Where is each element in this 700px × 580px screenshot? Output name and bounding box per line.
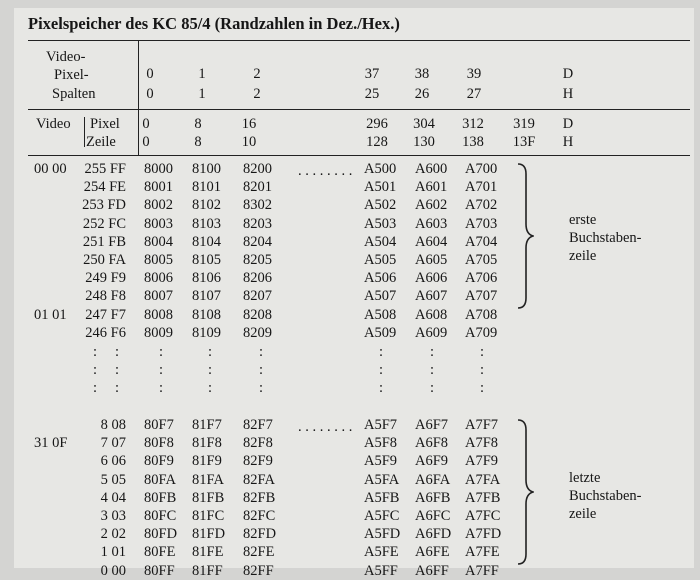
ellipsis-marker: : (114, 362, 120, 378)
cell-column-1: 8101 (192, 179, 221, 196)
cell-column-1: 8104 (192, 233, 221, 250)
cell-column-0: 8007 (144, 288, 173, 305)
cell-column-37: A5FA (364, 471, 400, 488)
header-pixel-hex: 8 (194, 134, 202, 150)
row-pixel-value: 249 F9 (85, 270, 126, 287)
cell-column-0: 80FF (144, 562, 175, 579)
cell-column-37: A504 (364, 233, 397, 250)
row-video-value: 00 00 (34, 161, 67, 177)
cell-column-0: 8008 (144, 306, 173, 323)
cell-column-2: 8205 (243, 252, 272, 268)
cell-column-0: 80FA (144, 471, 176, 488)
header-pixel-dec: 16 (241, 116, 257, 132)
ellipsis-marker: : (378, 380, 384, 396)
cell-column-38: A605 (415, 252, 448, 268)
cell-column-37: A5F7 (364, 417, 398, 433)
ellipsis-marker: : (92, 344, 98, 360)
ellipsis-marker: : (114, 344, 120, 360)
cell-column-37: A5F9 (364, 453, 398, 470)
cell-column-2: 82FE (243, 544, 275, 561)
cell-column-1: 8102 (192, 197, 221, 214)
row-pixel-value: 254 FE (83, 179, 126, 196)
header-pixel-hex: 128 (366, 134, 388, 150)
header-spalte-hex: 25 (364, 86, 380, 102)
cell-column-39: A701 (465, 179, 498, 196)
cell-column-2: 8302 (243, 197, 272, 214)
cell-column-37: A5FC (364, 508, 400, 524)
ellipsis-marker: : (92, 380, 98, 396)
cell-column-38: A6FB (415, 489, 451, 506)
header-spalte-dec: 37 (364, 66, 380, 82)
cell-column-38: A604 (415, 233, 448, 250)
cell-column-1: 81F8 (192, 435, 222, 452)
cell-column-37: A505 (364, 252, 397, 268)
cell-column-0: 8000 (144, 161, 173, 177)
header-spalte-hex: 26 (414, 86, 430, 102)
header-video-label: Video- (46, 49, 86, 65)
cell-column-37: A503 (364, 215, 397, 232)
row-pixel-value: 6 06 (100, 453, 126, 470)
row-pixel-value: 4 04 (100, 489, 126, 506)
header-pixel-hex: 130 (413, 134, 435, 150)
ellipsis-marker: : (429, 380, 435, 396)
header-spalte-dec: 39 (466, 66, 482, 82)
cell-column-0: 8006 (144, 270, 173, 287)
header-spalte-hex: 1 (198, 86, 206, 102)
cell-column-1: 81FA (192, 471, 224, 488)
row-pixel-value: 255 FF (84, 161, 126, 177)
ellipsis-marker: : (207, 362, 213, 378)
page-title: Pixelspeicher des KC 85/4 (Randzahlen in Dez./Hex.) (28, 14, 400, 33)
cell-column-38: A6F8 (415, 435, 449, 452)
row-pixel-value: 252 FC (82, 215, 126, 232)
cell-column-0: 80FE (144, 544, 176, 561)
cell-column-37: A501 (364, 179, 397, 196)
cell-column-39: A709 (465, 324, 498, 341)
header-spalten-label: Spalten (52, 86, 96, 102)
header-spalte-dec: 1 (198, 66, 206, 82)
cell-column-1: 81FE (192, 544, 224, 561)
ellipsis-marker: : (479, 362, 485, 378)
cell-column-38: A602 (415, 197, 448, 214)
cell-column-38: A6FF (415, 562, 449, 579)
header-pixel-dec: 312 (462, 116, 484, 132)
cell-column-39: A700 (465, 161, 498, 177)
cell-column-39: A7FC (465, 508, 501, 524)
header-pixel-dec: 8 (194, 116, 202, 132)
cell-column-0: 8003 (144, 215, 173, 232)
cell-column-1: 8105 (192, 252, 221, 268)
row-pixel-value: 5 05 (100, 471, 126, 488)
cell-column-2: 8203 (243, 215, 272, 232)
brace-first-icon (516, 162, 534, 310)
cell-column-0: 80FD (144, 526, 178, 543)
header-spalte-hex: 0 (146, 86, 154, 102)
brace-last-icon (516, 418, 534, 566)
cell-column-38: A6FC (415, 508, 451, 524)
header-spalte-dec: 38 (414, 66, 430, 82)
ellipsis-marker: : (378, 344, 384, 360)
row-video-value: 01 01 (34, 306, 67, 323)
ellipsis-marker: : (158, 344, 164, 360)
row-pixel-value: 250 FA (83, 252, 126, 268)
cell-column-2: 8200 (243, 161, 272, 177)
cell-column-1: 81FD (192, 526, 226, 543)
cell-column-0: 80F7 (144, 417, 174, 433)
cell-column-1: 81FF (192, 562, 223, 579)
header-pixel-col: Pixel (90, 116, 120, 132)
cell-column-1: 81FC (192, 508, 225, 524)
cell-column-37: A502 (364, 197, 397, 214)
cell-column-0: 8005 (144, 252, 173, 268)
cell-column-2: 82F8 (243, 435, 273, 452)
cell-column-2: 82FC (243, 508, 276, 524)
cell-column-37: A506 (364, 270, 397, 287)
cell-column-37: A5FF (364, 562, 398, 579)
cell-column-39: A7FD (465, 526, 502, 543)
header-pixel-dec: D (562, 116, 574, 132)
header-spalte-dec: D (562, 66, 574, 82)
cell-column-37: A509 (364, 324, 397, 341)
header-zeile-col: Zeile (86, 134, 116, 150)
cell-column-39: A7F9 (465, 453, 499, 470)
cell-column-38: A607 (415, 288, 448, 305)
cell-column-0: 8002 (144, 197, 173, 214)
cell-column-39: A708 (465, 306, 498, 323)
row-pixel-value: 0 00 (100, 562, 126, 579)
cell-column-39: A702 (465, 197, 498, 214)
ellipsis-marker: : (429, 362, 435, 378)
cell-column-2: 8208 (243, 306, 272, 323)
cell-column-39: A707 (465, 288, 498, 305)
annotation-last-3: zeile (569, 506, 597, 522)
ellipsis-marker: : (207, 344, 213, 360)
cell-column-38: A6FE (415, 544, 450, 561)
annotation-first-2: Buchstaben- (569, 230, 642, 246)
header-pixel-hex: H (562, 134, 574, 150)
cell-column-38: A6F7 (415, 417, 449, 433)
cell-column-39: A705 (465, 252, 498, 268)
cell-column-38: A603 (415, 215, 448, 232)
cell-column-0: 80F9 (144, 453, 174, 470)
cell-column-38: A601 (415, 179, 448, 196)
cell-column-38: A6FA (415, 471, 451, 488)
header-spalte-dec: 2 (253, 66, 261, 82)
header-pixel-dec: 319 (513, 116, 535, 132)
cell-column-39: A706 (465, 270, 498, 287)
cell-column-1: 8103 (192, 215, 221, 232)
cell-column-2: 82FB (243, 489, 276, 506)
row-pixel-value: 7 07 (100, 435, 126, 452)
cell-column-2: 8209 (243, 324, 272, 341)
cell-column-0: 8001 (144, 179, 173, 196)
dotted-leader-top: . . . . . . . . (298, 163, 353, 179)
rule-pixel-header (28, 155, 690, 156)
cell-column-2: 8201 (243, 179, 272, 196)
cell-column-37: A5FE (364, 544, 399, 561)
row-pixel-value: 247 F7 (85, 306, 126, 323)
header-pixel-hex: 13F (512, 134, 536, 150)
cell-column-39: A7F7 (465, 417, 499, 433)
row-pixel-value: 253 FD (82, 197, 126, 214)
header-pixel-dec: 296 (366, 116, 388, 132)
cell-column-39: A7FF (465, 562, 499, 579)
cell-column-39: A7FB (465, 489, 501, 506)
cell-column-1: 81F9 (192, 453, 222, 470)
header-spalte-dec: 0 (146, 66, 154, 82)
cell-column-1: 81FB (192, 489, 225, 506)
rule-top (28, 40, 690, 41)
row-pixel-value: 2 02 (100, 526, 126, 543)
cell-column-2: 82F7 (243, 417, 273, 433)
header-pixel-dec: 304 (413, 116, 435, 132)
row-pixel-value: 3 03 (100, 508, 126, 524)
ellipsis-marker: : (207, 380, 213, 396)
ellipsis-marker: : (114, 380, 120, 396)
cell-column-37: A507 (364, 288, 397, 305)
ellipsis-marker: : (378, 362, 384, 378)
ellipsis-marker: : (479, 344, 485, 360)
cell-column-37: A5FB (364, 489, 400, 506)
header-spalte-hex: 2 (253, 86, 261, 102)
cell-column-39: A7FA (465, 471, 501, 488)
annotation-last-1: letzte (569, 470, 601, 486)
cell-column-2: 82FF (243, 562, 274, 579)
row-pixel-value: 1 01 (100, 544, 126, 561)
header-pixel-hex: 138 (462, 134, 484, 150)
row-pixel-value: 251 FB (82, 233, 126, 250)
cell-column-37: A508 (364, 306, 397, 323)
ellipsis-marker: : (429, 344, 435, 360)
cell-column-39: A7F8 (465, 435, 499, 452)
ellipsis-marker: : (258, 344, 264, 360)
cell-column-1: 8108 (192, 306, 221, 323)
row-pixel-value: 246 F6 (85, 324, 126, 341)
row-pixel-value: 8 08 (100, 417, 126, 433)
rule-vertical-video (84, 117, 85, 147)
cell-column-0: 8009 (144, 324, 173, 341)
cell-column-38: A6F9 (415, 453, 449, 470)
ellipsis-marker: : (258, 380, 264, 396)
header-spalte-hex: H (562, 86, 574, 102)
cell-column-2: 8204 (243, 233, 272, 250)
rule-header (28, 109, 690, 110)
header-video-col: Video (36, 116, 71, 132)
cell-column-38: A600 (415, 161, 448, 177)
cell-column-38: A606 (415, 270, 448, 287)
cell-column-39: A704 (465, 233, 498, 250)
ellipsis-marker: : (92, 362, 98, 378)
cell-column-1: 8106 (192, 270, 221, 287)
cell-column-38: A609 (415, 324, 448, 341)
cell-column-2: 82FA (243, 471, 275, 488)
ellipsis-marker: : (158, 362, 164, 378)
row-video-value: 31 0F (34, 435, 68, 452)
cell-column-39: A7FE (465, 544, 500, 561)
cell-column-38: A6FD (415, 526, 452, 543)
cell-column-2: 82FD (243, 526, 277, 543)
row-pixel-value: 248 F8 (85, 288, 126, 305)
cell-column-1: 8107 (192, 288, 221, 305)
cell-column-0: 80FB (144, 489, 177, 506)
header-pixel-label: Pixel- (54, 67, 89, 83)
ellipsis-marker: : (158, 380, 164, 396)
header-pixel-hex: 10 (241, 134, 257, 150)
dotted-leader-bottom: . . . . . . . . (298, 419, 353, 435)
cell-column-1: 81F7 (192, 417, 222, 433)
ellipsis-marker: : (479, 380, 485, 396)
header-spalte-hex: 27 (466, 86, 482, 102)
annotation-first-1: erste (569, 212, 597, 228)
ellipsis-marker: : (258, 362, 264, 378)
cell-column-37: A500 (364, 161, 397, 177)
cell-column-0: 80FC (144, 508, 177, 524)
cell-column-37: A5F8 (364, 435, 398, 452)
annotation-last-2: Buchstaben- (569, 488, 642, 504)
header-pixel-dec: 0 (142, 116, 150, 132)
cell-column-39: A703 (465, 215, 498, 232)
cell-column-2: 8206 (243, 270, 272, 287)
annotation-first-3: zeile (569, 248, 597, 264)
cell-column-37: A5FD (364, 526, 401, 543)
cell-column-1: 8100 (192, 161, 221, 177)
cell-column-2: 82F9 (243, 453, 273, 470)
cell-column-0: 8004 (144, 233, 173, 250)
cell-column-0: 80F8 (144, 435, 174, 452)
cell-column-1: 8109 (192, 324, 221, 341)
cell-column-2: 8207 (243, 288, 272, 305)
cell-column-38: A608 (415, 306, 448, 323)
header-pixel-hex: 0 (142, 134, 150, 150)
